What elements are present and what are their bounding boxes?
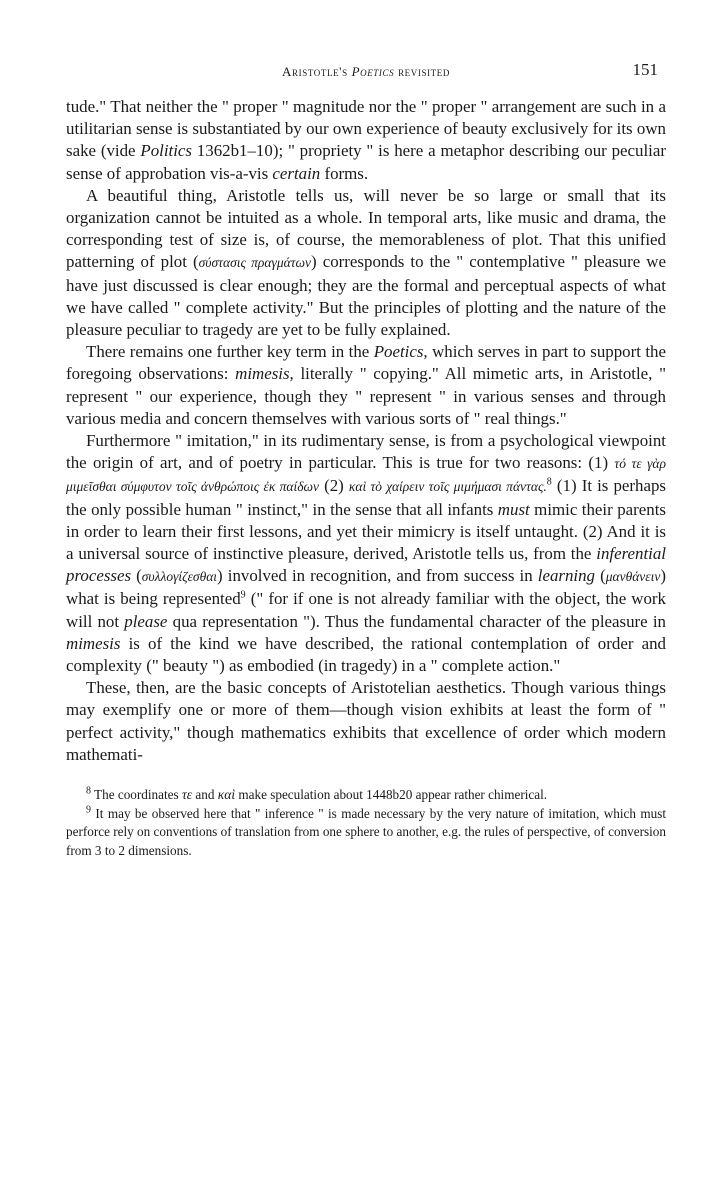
text-run: forms. xyxy=(320,163,369,183)
footnote-9 xyxy=(66,805,666,861)
greek-phrase: καὶ τὸ χαίρειν τοῖς μιμήμασι πάντας. xyxy=(348,479,547,495)
text-run: literally " copying." All mimetic arts, in Aristotle, " represent " our experience, though they " represent " in various senses and through various media and concern themselves with various sorts of " real things." xyxy=(66,364,666,428)
italic-run: Politics xyxy=(140,141,192,161)
footnote-number: 9 xyxy=(86,804,91,816)
italic-run: must xyxy=(497,499,530,519)
text-run: (2) xyxy=(319,476,349,496)
text-run: and xyxy=(192,787,218,803)
paragraph-2 xyxy=(66,185,666,341)
italic-run: inferential processes xyxy=(66,544,666,586)
greek-phrase: τε xyxy=(181,787,193,803)
running-head xyxy=(66,64,666,80)
italic-run: Poetics, xyxy=(373,342,428,362)
greek-phrase: τό τε γὰρ μιμεῖσθαι σύμφυτον τοῖς ἀνθρώποις ἐκ παίδων xyxy=(66,456,667,495)
text-run: There remains one further key term in the xyxy=(86,342,374,362)
text-run: tude." That neither the " proper " magnitude nor the " proper " arrangement are such in a utilitarian sense is substantiated by our own experience of beauty exclusively for its own sake (vide xyxy=(66,97,666,161)
text-run: ) what is being represented xyxy=(66,566,666,609)
paragraph-1 xyxy=(66,96,666,185)
text-run: (1) It is perhaps the only possible human " instinct," in the sense that all infants xyxy=(66,476,667,519)
text-run: The coordinates xyxy=(91,787,182,803)
paragraph-4 xyxy=(66,430,666,677)
italic-run: mimesis xyxy=(66,633,121,653)
text-run: It may be observed here that " inference " is made necessary by the very nature of imitation, which must perforce rely on conventions of translation from one sphere to another, e.g. the rules of perspective, of conversion from 3 to 2 dimensions. xyxy=(66,805,666,858)
greek-phrase: σύστασις πραγμάτων xyxy=(198,255,312,271)
text-run: ) corresponds to the " contemplative " pleasure we have just discussed is clear enough; they are the formal and perceptual aspects of what we have called " complete activity." But the principles of plotting and the nature of the pleasure peculiar to tragedy are yet to be fully explained. xyxy=(66,252,666,340)
running-head-part: revisited xyxy=(394,64,450,79)
text-run: qua representation "). Thus the fundamental character of the pleasure in xyxy=(167,611,666,631)
running-head-title: Poetics xyxy=(351,64,395,79)
footnote-ref-9: 9 xyxy=(240,589,246,601)
text-run: make speculation about 1448b20 appear rather chimerical. xyxy=(235,787,548,803)
text-run: mimic their parents in order to learn their first lessons, and yet their mimicry is itself untaught. (2) And it is a universal source of instinctive pleasure, derived, Aristotle tells us, from the xyxy=(66,499,666,564)
footnotes xyxy=(66,786,666,860)
paragraph-5 xyxy=(66,677,666,766)
text-run: 1362b1–10); " propriety " is here a metaphor describing our peculiar sense of approbation vis-a-vis xyxy=(66,141,666,183)
page-number: 151 xyxy=(632,60,658,79)
running-head-part: Aristotle's xyxy=(282,64,352,79)
footnote-number: 8 xyxy=(86,785,91,797)
text-run: Furthermore " imitation," in its rudimentary sense, is from a psychological viewpoint the origin of art, and of poetry in particular. This is true for two reasons: (1) xyxy=(66,431,666,473)
text-run: (" for if one is not already familiar with the object, the work will not xyxy=(66,589,666,631)
text-run: ( xyxy=(131,566,142,586)
italic-run: please xyxy=(124,611,168,631)
greek-phrase: συλλογίζεσθαι xyxy=(141,569,218,585)
body-text xyxy=(66,96,666,766)
text-run: is of the kind we have described, the rational contemplation of order and complexity (" beauty ") as embodied (in tragedy) in a " complete action." xyxy=(66,633,666,676)
italic-run: mimesis, xyxy=(235,364,294,384)
footnote-ref-8: 8 xyxy=(546,476,552,488)
journal-page xyxy=(66,60,666,860)
text-run: ( xyxy=(595,566,606,586)
text-run: ) involved in recognition, and from success in xyxy=(217,566,538,586)
text-run: These, then, are the basic concepts of Aristotelian aesthetics. Though various things may exemplify one or more of them—though vision exhibits at least the form of " perfect activity," though mathematics exhibits that excellence of order which modern mathemati- xyxy=(66,678,666,764)
italic-run: learning xyxy=(537,566,595,586)
text-run: A beautiful thing, Aristotle tells us, will never be so large or small that its organization cannot be intuited as a whole. In temporal arts, like music and drama, the corresponding test of size is, of course, the memorableness of plot. That this unified patterning of plot ( xyxy=(66,185,666,272)
text-run: which serves in part to support the foregoing observations: xyxy=(66,342,666,384)
greek-phrase: καὶ xyxy=(217,787,236,803)
paragraph-3 xyxy=(66,341,666,430)
footnote-8 xyxy=(66,786,666,805)
page-header xyxy=(66,60,666,86)
italic-run: certain xyxy=(272,163,321,183)
greek-phrase: μανθάνειν xyxy=(605,569,661,585)
